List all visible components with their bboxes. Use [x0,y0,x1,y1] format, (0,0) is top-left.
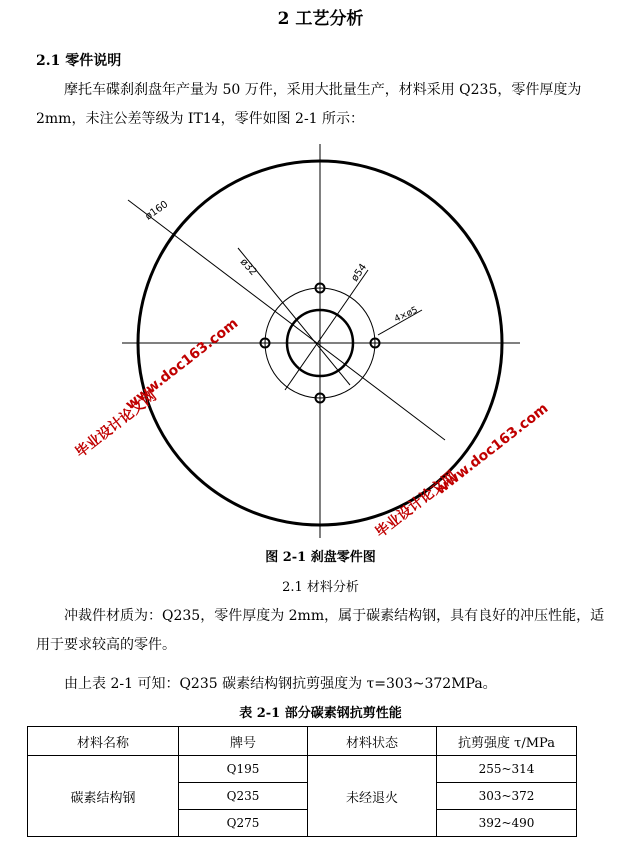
chapter-title: 2 工艺分析 [277,9,364,29]
header-grade: 牌号 [179,727,308,756]
header-shear-strength: 抗剪强度 τ/MPa [437,727,577,756]
material-paragraph: 冲裁件材质为：Q235，零件厚度为 2mm，属于碳素结构钢，具有良好的冲压性能，适用于要求较高的零件。 [36,608,605,653]
header-state: 材料状态 [308,727,437,756]
cell-strength: 303~372 [437,783,577,810]
cell-grade: Q195 [179,756,308,783]
brake-disc-drawing [72,140,552,542]
cell-grade: Q275 [179,810,308,837]
cell-material-name: 碳素结构钢 [28,756,179,837]
watermark-site-right: 毕业设计论文网 [372,468,460,542]
cell-grade: Q235 [179,783,308,810]
header-material-name: 材料名称 [28,727,179,756]
cell-strength: 255~314 [437,756,577,783]
part-description-paragraph: 摩托车碟刹刹盘年产量为 50 万件，采用大批量生产，材料采用 Q235，零件厚度为 2mm，未注公差等级为 IT14，零件如图 2-1 所示： [36,82,582,127]
table-row [28,756,577,783]
shear-strength-table [27,726,577,837]
watermark-site-left: 毕业设计论文网 [72,388,160,462]
cell-strength: 392~490 [437,810,577,837]
table-header-row [28,727,577,756]
watermark-url-right: www.doc163.com [432,400,552,499]
cell-state: 未经退火 [308,756,437,837]
section-heading-part: 2.1 零件说明 [36,53,122,69]
dim-label-bolt-circle: ø32 [237,256,259,279]
table-caption: 表 2-1 部分碳素钢抗剪性能 [239,706,402,721]
dim-label-inner: ø54 [349,261,370,284]
dim-label-outer: ø160 [143,198,171,223]
shear-strength-paragraph: 由上表 2-1 可知：Q235 碳素结构钢抗剪强度为 τ=303~372MPa。 [64,676,497,692]
figure-caption: 图 2-1 刹盘零件图 [265,550,376,565]
section-heading-material: 2.1 材料分析 [282,580,359,595]
dim-label-holes: 4×ø5 [393,305,420,325]
watermark-url-left: www.doc163.com [122,315,242,414]
